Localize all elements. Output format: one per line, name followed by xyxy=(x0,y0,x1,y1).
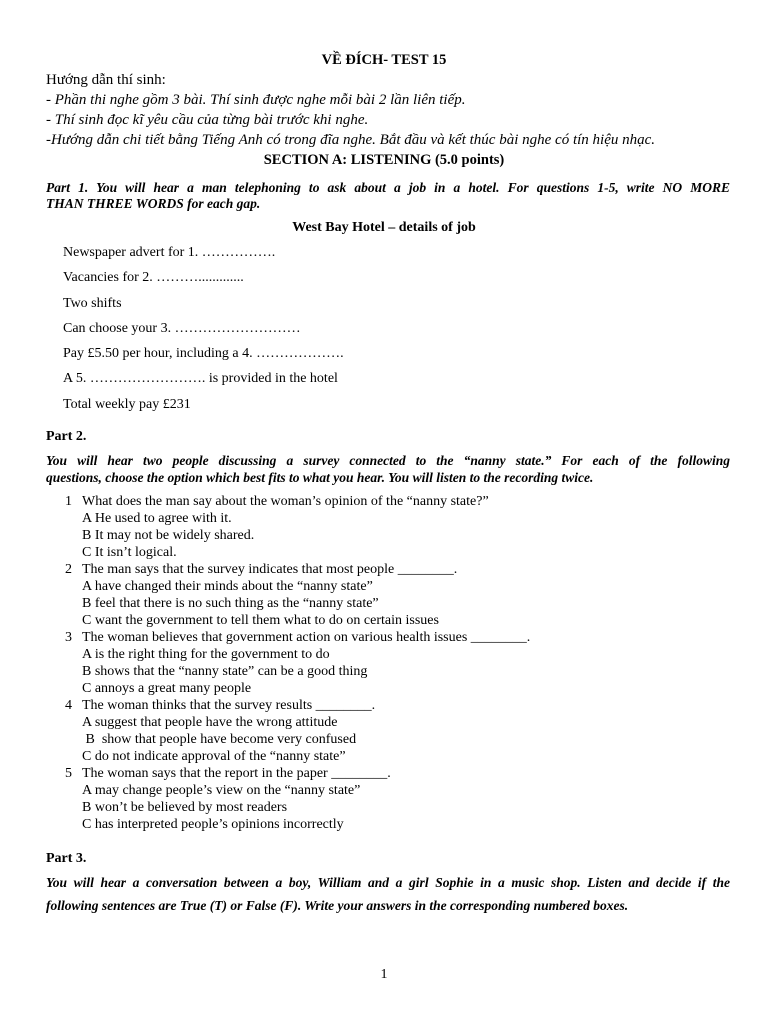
question-option: C annoys a great many people xyxy=(82,681,252,696)
part1-item: A 5. ……………………. is provided in the hotel xyxy=(63,371,338,386)
question-option: A is the right thing for the government to do xyxy=(82,647,330,662)
part1-instruction: THAN THREE WORDS for each gap. xyxy=(46,196,261,211)
part3-instruction: following sentences are True (T) or False (F). Write your answers in the corresponding numbered boxes. xyxy=(46,898,629,913)
part2-instruction: You will hear two people discussing a survey connected to the “nanny state.” For each of the following xyxy=(46,453,730,468)
question-text: The woman thinks that the survey results ________. xyxy=(82,698,376,713)
part1-instruction: Part 1. You will hear a man telephoning to ask about a job in a hotel. For questions 1-5, write NO MORE xyxy=(46,180,730,195)
part1-item: Vacancies for 2. ………............. xyxy=(63,270,244,285)
question-option: A may change people’s view on the “nanny state” xyxy=(82,783,361,798)
question-text: The woman believes that government action on various health issues ________. xyxy=(82,630,531,645)
part3-heading: Part 3. xyxy=(46,851,87,866)
question-option: B won’t be believed by most readers xyxy=(82,800,288,815)
section-title: SECTION A: LISTENING (5.0 points) xyxy=(263,152,505,168)
instruction-line: - Phần thi nghe gồm 3 bài. Thí sinh được nghe mỗi bài 2 lần liên tiếp. xyxy=(46,92,466,108)
instructions-heading: Hướng dẫn thí sinh: xyxy=(46,72,166,88)
question-option: C It isn’t logical. xyxy=(82,545,177,560)
part2-instruction: questions, choose the option which best fits to what you hear. You will listen to the recording twice. xyxy=(46,470,594,485)
question-number: 2 xyxy=(65,562,72,577)
question-option: B shows that the “nanny state” can be a good thing xyxy=(82,664,368,679)
question-number: 5 xyxy=(65,766,72,781)
part2-heading: Part 2. xyxy=(46,429,87,444)
question-option: A suggest that people have the wrong attitude xyxy=(82,715,338,730)
page-number: 1 xyxy=(380,967,388,982)
part1-form-title: West Bay Hotel – details of job xyxy=(292,220,476,235)
question-number: 4 xyxy=(65,698,72,713)
question-option: B show that people have become very confused xyxy=(82,732,357,747)
part1-item: Newspaper advert for 1. ……………. xyxy=(63,245,276,260)
part1-item: Can choose your 3. ……………………… xyxy=(63,321,301,336)
question-option: A He used to agree with it. xyxy=(82,511,232,526)
question-option: C do not indicate approval of the “nanny state” xyxy=(82,749,346,764)
question-option: B It may not be widely shared. xyxy=(82,528,255,543)
question-number: 3 xyxy=(65,630,72,645)
question-text: The woman says that the report in the paper ________. xyxy=(82,766,391,781)
question-text: The man says that the survey indicates that most people ________. xyxy=(82,562,458,577)
instruction-line: - Thí sinh đọc kĩ yêu cầu của từng bài trước khi nghe. xyxy=(46,112,369,128)
question-text: What does the man say about the woman’s opinion of the “nanny state?” xyxy=(82,494,489,509)
question-option: A have changed their minds about the “nanny state” xyxy=(82,579,373,594)
part1-item: Two shifts xyxy=(63,296,122,311)
page-title: VỀ ĐÍCH- TEST 15 xyxy=(321,52,447,68)
question-option: C want the government to tell them what to do on certain issues xyxy=(82,613,439,628)
question-option: B feel that there is no such thing as the “nanny state” xyxy=(82,596,379,611)
instruction-line: -Hướng dẫn chi tiết bằng Tiếng Anh có trong đĩa nghe. Bắt đầu và kết thúc bài nghe có tín hiệu nhạc. xyxy=(46,132,656,148)
part1-item: Total weekly pay £231 xyxy=(63,397,191,412)
question-option: C has interpreted people’s opinions incorrectly xyxy=(82,817,344,832)
part3-instruction: You will hear a conversation between a boy, William and a girl Sophie in a music shop. Listen and decide if the xyxy=(46,875,730,890)
question-number: 1 xyxy=(65,494,72,509)
part1-item: Pay £5.50 per hour, including a 4. ………………. xyxy=(63,346,344,361)
